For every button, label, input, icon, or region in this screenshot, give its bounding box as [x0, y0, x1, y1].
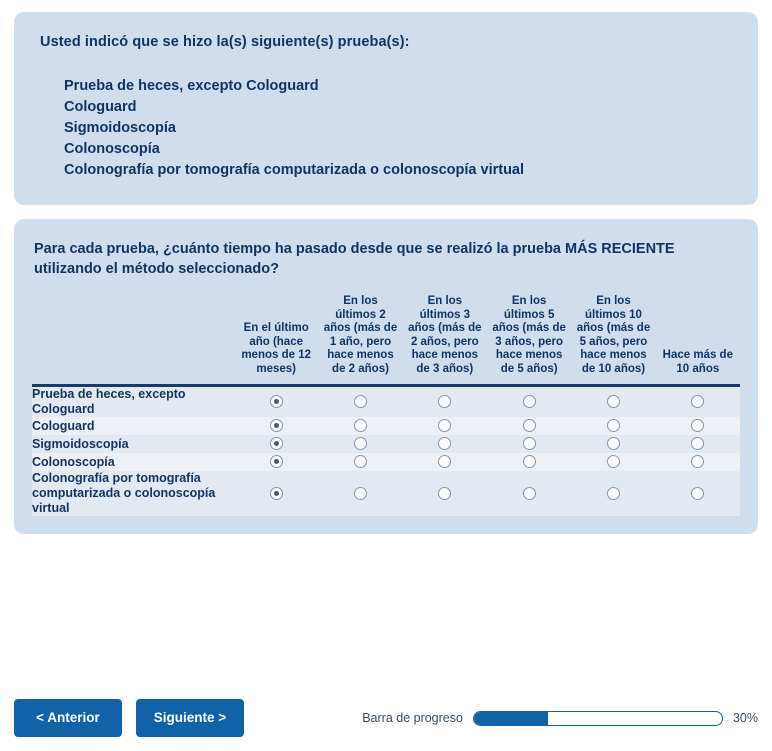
radio-cell-r1c1[interactable]: [234, 386, 318, 418]
radio-icon[interactable]: [438, 487, 451, 500]
radio-icon[interactable]: [270, 419, 283, 432]
radio-icon[interactable]: [523, 395, 536, 408]
progress-bar-fill: [474, 712, 548, 725]
radio-icon[interactable]: [438, 437, 451, 450]
matrix-question-table: [32, 295, 740, 516]
row-label-2: Cologuard: [32, 417, 234, 435]
column-header-4: En los últimos 5 años (más de 3 años, pero hace menos de 5 años): [492, 295, 566, 375]
radio-cell-r2c4[interactable]: [487, 417, 571, 435]
radio-cell-r5c3[interactable]: [403, 471, 487, 516]
table-row: [32, 417, 740, 435]
radio-cell-r1c6[interactable]: [656, 386, 740, 418]
list-item: Prueba de heces, excepto Cologuard: [64, 78, 319, 94]
radio-icon[interactable]: [270, 487, 283, 500]
column-header-1: En el último año (hace menos de 12 meses): [241, 322, 311, 375]
radio-icon[interactable]: [607, 455, 620, 468]
radio-icon[interactable]: [523, 455, 536, 468]
matrix-corner-cell: [32, 295, 234, 386]
row-label-4: Colonoscopía: [32, 453, 234, 471]
radio-icon[interactable]: [270, 395, 283, 408]
matrix-body: [32, 386, 740, 517]
matrix-header: [32, 295, 740, 386]
radio-icon[interactable]: [270, 437, 283, 450]
progress-label: Barra de progreso: [362, 711, 463, 725]
row-label-3: Sigmoidoscopía: [32, 435, 234, 453]
list-item: Colonografía por tomografía computarizada o colonoscopía virtual: [64, 162, 525, 178]
radio-cell-r4c1[interactable]: [234, 453, 318, 471]
radio-icon[interactable]: [270, 455, 283, 468]
radio-icon[interactable]: [607, 419, 620, 432]
table-row: [32, 435, 740, 453]
radio-icon[interactable]: [523, 437, 536, 450]
row-label-5: Colonografía por tomografía computarizada o colonoscopía virtual: [32, 471, 234, 516]
radio-cell-r3c6[interactable]: [656, 435, 740, 453]
radio-icon[interactable]: [691, 455, 704, 468]
radio-icon[interactable]: [354, 395, 367, 408]
footer-bar: [14, 695, 758, 741]
radio-cell-r4c6[interactable]: [656, 453, 740, 471]
radio-icon[interactable]: [691, 419, 704, 432]
table-row: [32, 453, 740, 471]
column-header-3: En los últimos 3 años (más de 2 años, pero hace menos de 3 años): [408, 295, 482, 375]
radio-icon[interactable]: [607, 487, 620, 500]
radio-cell-r4c4[interactable]: [487, 453, 571, 471]
radio-cell-r4c3[interactable]: [403, 453, 487, 471]
radio-icon[interactable]: [607, 395, 620, 408]
table-row: [32, 471, 740, 516]
radio-icon[interactable]: [438, 419, 451, 432]
radio-cell-r5c2[interactable]: [318, 471, 402, 516]
list-item: Cologuard: [64, 99, 137, 115]
radio-cell-r1c5[interactable]: [571, 386, 655, 418]
selected-tests-panel: [14, 12, 758, 205]
radio-cell-r5c5[interactable]: [571, 471, 655, 516]
radio-icon[interactable]: [691, 487, 704, 500]
radio-icon[interactable]: [354, 419, 367, 432]
column-header-6: Hace más de 10 años: [662, 349, 733, 375]
radio-cell-r3c5[interactable]: [571, 435, 655, 453]
radio-cell-r3c1[interactable]: [234, 435, 318, 453]
radio-icon[interactable]: [438, 395, 451, 408]
radio-cell-r5c4[interactable]: [487, 471, 571, 516]
question-title: Para cada prueba, ¿cuánto tiempo ha pasado desde que se realizó la prueba MÁS RECIENTE utilizando el método seleccionado?: [34, 241, 675, 277]
radio-cell-r5c6[interactable]: [656, 471, 740, 516]
progress-area: [362, 711, 758, 726]
selected-tests-list: [40, 76, 732, 181]
column-header-2: En los últimos 2 años (más de 1 año, pero hace menos de 2 años): [323, 295, 398, 375]
radio-cell-r5c1[interactable]: [234, 471, 318, 516]
radio-icon[interactable]: [438, 455, 451, 468]
radio-cell-r3c3[interactable]: [403, 435, 487, 453]
progress-bar: [473, 711, 723, 726]
next-button[interactable]: Siguiente >: [136, 699, 244, 737]
radio-icon[interactable]: [607, 437, 620, 450]
radio-cell-r1c3[interactable]: [403, 386, 487, 418]
radio-cell-r3c2[interactable]: [318, 435, 402, 453]
radio-cell-r4c5[interactable]: [571, 453, 655, 471]
radio-icon[interactable]: [354, 437, 367, 450]
radio-cell-r2c1[interactable]: [234, 417, 318, 435]
row-label-1: Prueba de heces, excepto Cologuard: [32, 386, 234, 418]
radio-cell-r4c2[interactable]: [318, 453, 402, 471]
radio-icon[interactable]: [523, 487, 536, 500]
intro-title: Usted indicó que se hizo la(s) siguiente(s) prueba(s):: [40, 34, 410, 50]
question-panel: [14, 219, 758, 534]
column-header-5: En los últimos 10 años (más de 5 años, pero hace menos de 10 años): [576, 295, 651, 375]
radio-cell-r1c2[interactable]: [318, 386, 402, 418]
list-item: Colonoscopía: [64, 141, 160, 157]
previous-button[interactable]: < Anterior: [14, 699, 122, 737]
radio-cell-r2c2[interactable]: [318, 417, 402, 435]
list-item: Sigmoidoscopía: [64, 120, 176, 136]
table-row: [32, 386, 740, 418]
radio-icon[interactable]: [691, 437, 704, 450]
radio-icon[interactable]: [354, 455, 367, 468]
radio-icon[interactable]: [354, 487, 367, 500]
radio-cell-r1c4[interactable]: [487, 386, 571, 418]
radio-icon[interactable]: [691, 395, 704, 408]
radio-icon[interactable]: [523, 419, 536, 432]
radio-cell-r3c4[interactable]: [487, 435, 571, 453]
radio-cell-r2c3[interactable]: [403, 417, 487, 435]
progress-percent-text: 30%: [732, 711, 758, 725]
radio-cell-r2c5[interactable]: [571, 417, 655, 435]
radio-cell-r2c6[interactable]: [656, 417, 740, 435]
